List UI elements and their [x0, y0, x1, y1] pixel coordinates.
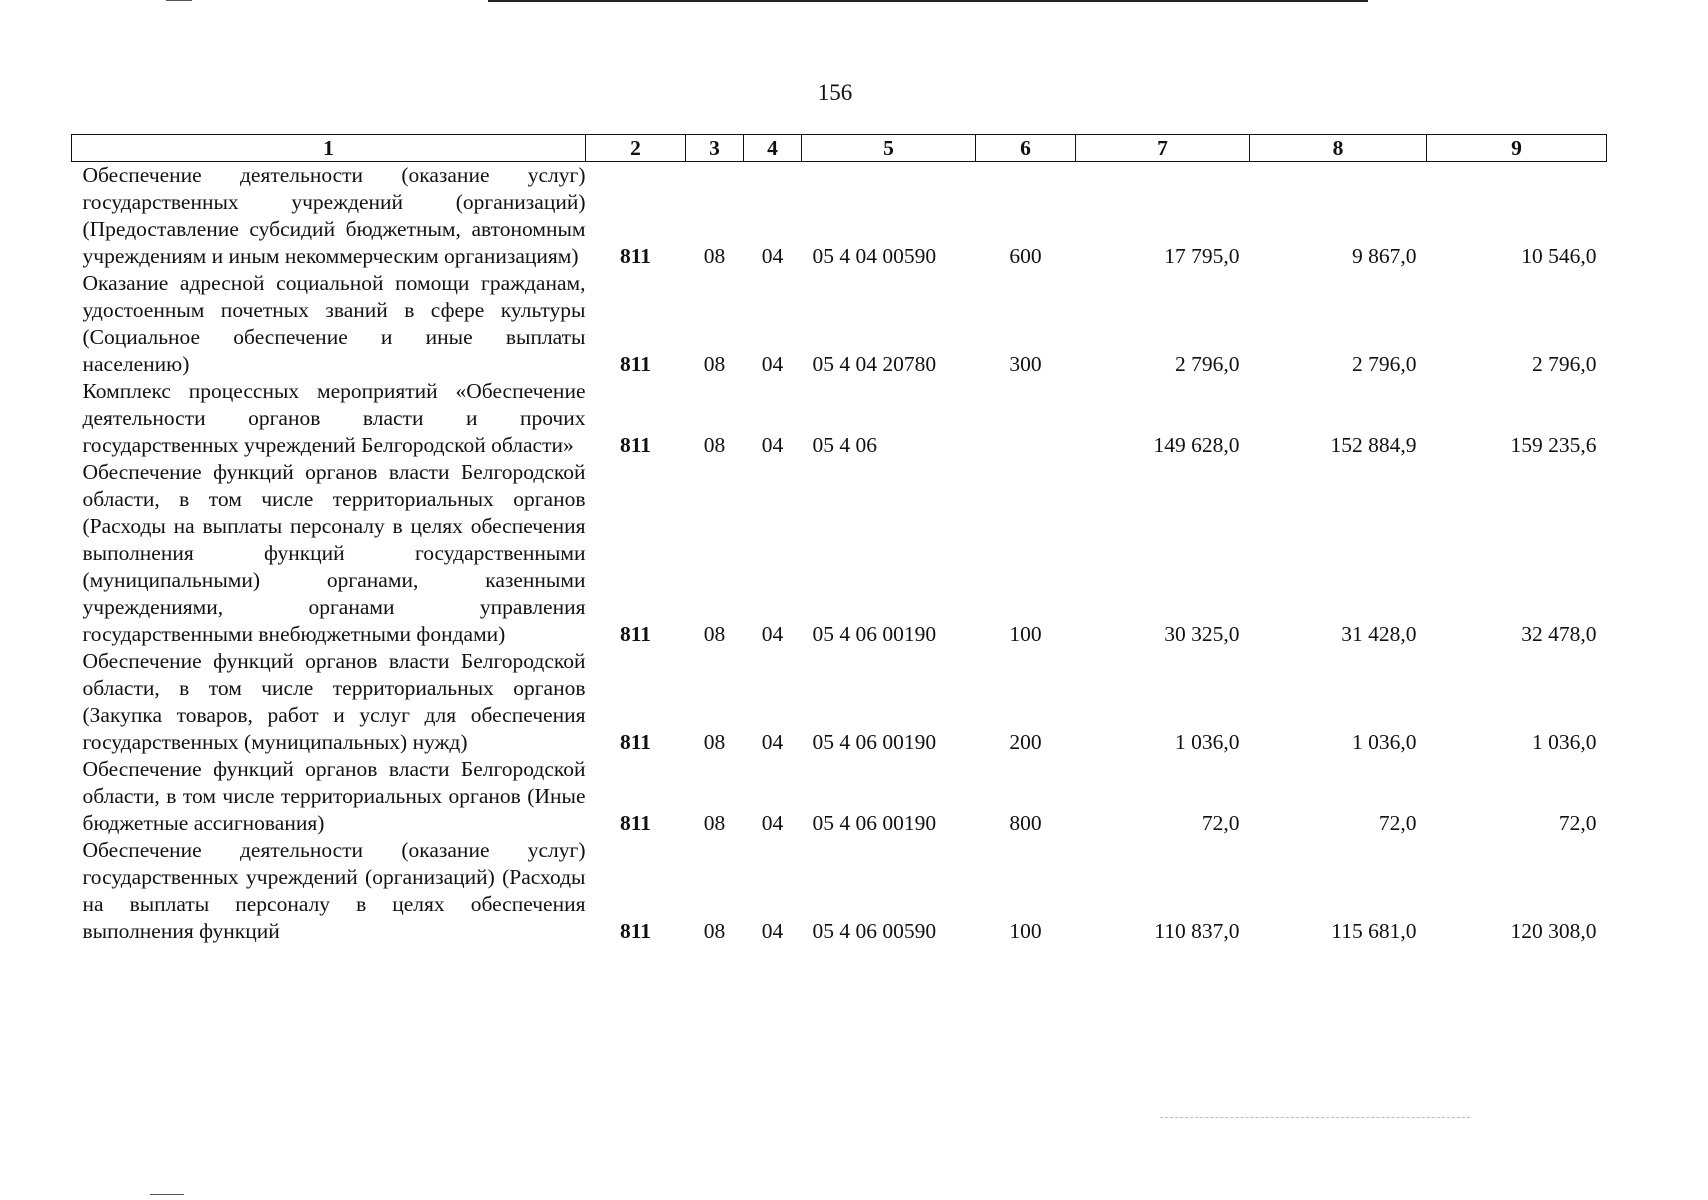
row-ministry-code: 811 — [619, 352, 652, 376]
row-name: Комплекс процессных мероприятий «Обеспечение деятельности органов власти и прочих государственных учреждений Белгородской области» — [82, 379, 586, 457]
row-section: 08 — [703, 919, 726, 943]
row-sum-2: 2 796,0 — [1352, 352, 1417, 376]
row-target-article: 05 4 04 00590 — [812, 244, 937, 268]
row-section: 08 — [703, 433, 726, 457]
row-sum-3: 1 036,0 — [1532, 730, 1597, 754]
row-sum-2: 72,0 — [1378, 811, 1417, 835]
budget-table — [71, 134, 1607, 945]
row-sum-1: 149 628,0 — [1153, 433, 1240, 457]
row-sum-3: 32 478,0 — [1521, 622, 1597, 646]
row-sum-1: 30 325,0 — [1164, 622, 1240, 646]
row-sum-3: 2 796,0 — [1532, 352, 1597, 376]
scan-edge-mark-left — [166, 0, 192, 1]
row-sum-1: 72,0 — [1201, 811, 1240, 835]
row-target-article: 05 4 06 00190 — [812, 622, 937, 646]
row-sum-1: 110 837,0 — [1154, 919, 1240, 943]
header-col-5: 5 — [802, 135, 976, 162]
row-name: Обеспечение деятельности (оказание услуг) государственных учреждений (организаций) (Расходы на выплаты персоналу в целях обеспечения выполнения функций — [82, 838, 586, 943]
row-section: 08 — [703, 811, 726, 835]
row-section: 08 — [703, 352, 726, 376]
row-sum-3: 159 235,6 — [1510, 433, 1597, 457]
row-expense-type: 100 — [1009, 919, 1042, 943]
row-ministry-code: 811 — [619, 919, 652, 943]
header-col-6: 6 — [976, 135, 1076, 162]
row-section: 08 — [703, 622, 726, 646]
table-row — [72, 756, 1607, 837]
row-name: Обеспечение деятельности (оказание услуг) государственных учреждений (организаций) (Предоставление субсидий бюджетным, автономным учреждениям и иным некоммерческим организациям) — [82, 163, 586, 268]
table-row — [72, 837, 1607, 945]
row-ministry-code: 811 — [619, 730, 652, 754]
row-sum-2: 31 428,0 — [1341, 622, 1417, 646]
row-expense-type: 100 — [1009, 622, 1042, 646]
row-sum-2: 115 681,0 — [1331, 919, 1417, 943]
row-subsection: 04 — [761, 919, 784, 943]
header-col-8: 8 — [1250, 135, 1427, 162]
table-row — [72, 648, 1607, 756]
row-sum-3: 72,0 — [1558, 811, 1597, 835]
row-subsection: 04 — [761, 622, 784, 646]
row-expense-type — [976, 378, 1076, 459]
scan-artifact-line — [1160, 1117, 1470, 1119]
row-sum-3: 120 308,0 — [1510, 919, 1597, 943]
row-subsection: 04 — [761, 811, 784, 835]
row-target-article: 05 4 06 00190 — [812, 811, 937, 835]
row-sum-2: 152 884,9 — [1330, 433, 1417, 457]
row-target-article: 05 4 06 00590 — [812, 919, 937, 943]
row-sum-1: 1 036,0 — [1175, 730, 1240, 754]
row-sum-2: 9 867,0 — [1352, 244, 1417, 268]
header-col-4: 4 — [744, 135, 802, 162]
row-sum-2: 1 036,0 — [1352, 730, 1417, 754]
row-ministry-code: 811 — [619, 244, 652, 268]
row-section: 08 — [703, 244, 726, 268]
row-sum-3: 10 546,0 — [1521, 244, 1597, 268]
row-expense-type: 300 — [1009, 352, 1042, 376]
row-section: 08 — [703, 730, 726, 754]
row-sum-1: 2 796,0 — [1175, 352, 1240, 376]
table-body — [72, 162, 1607, 946]
row-subsection: 04 — [761, 730, 784, 754]
row-subsection: 04 — [761, 244, 784, 268]
header-col-3: 3 — [686, 135, 744, 162]
row-ministry-code: 811 — [619, 433, 652, 457]
header-col-7: 7 — [1076, 135, 1250, 162]
header-row — [72, 135, 1607, 162]
row-name: Обеспечение функций органов власти Белгородской области, в том числе территориальных органов (Иные бюджетные ассигнования) — [82, 757, 586, 835]
header-col-9: 9 — [1427, 135, 1607, 162]
row-subsection: 04 — [761, 352, 784, 376]
table-row — [72, 459, 1607, 648]
row-target-article: 05 4 06 — [812, 433, 877, 457]
row-target-article: 05 4 06 00190 — [812, 730, 937, 754]
row-expense-type: 800 — [1009, 811, 1042, 835]
table-header — [72, 135, 1607, 162]
row-subsection: 04 — [761, 433, 784, 457]
row-ministry-code: 811 — [619, 622, 652, 646]
row-name: Обеспечение функций органов власти Белгородской области, в том числе территориальных органов (Расходы на выплаты персоналу в целях обеспечения выполнения функций государственными (муниципальными) органами, казенными учреждениями, органами управления государственными внебюджетными фондами) — [82, 460, 586, 646]
table-row — [72, 378, 1607, 459]
table-row — [72, 270, 1607, 378]
header-col-1: 1 — [72, 135, 586, 162]
row-expense-type: 600 — [1009, 244, 1042, 268]
row-sum-1: 17 795,0 — [1164, 244, 1240, 268]
scan-edge-mark-bottom — [150, 1194, 184, 1195]
page-number: 156 — [817, 80, 853, 105]
row-ministry-code: 811 — [619, 811, 652, 835]
row-name: Оказание адресной социальной помощи гражданам, удостоенным почетных званий в сфере культуры (Социальное обеспечение и иные выплаты населению) — [82, 271, 586, 376]
header-col-2: 2 — [586, 135, 686, 162]
scan-edge-rule-top — [488, 0, 1368, 2]
row-target-article: 05 4 04 20780 — [812, 352, 937, 376]
row-name: Обеспечение функций органов власти Белгородской области, в том числе территориальных органов (Закупка товаров, работ и услуг для обеспечения государственных (муниципальных) нужд) — [82, 649, 586, 754]
table-row — [72, 162, 1607, 271]
row-expense-type: 200 — [1009, 730, 1042, 754]
